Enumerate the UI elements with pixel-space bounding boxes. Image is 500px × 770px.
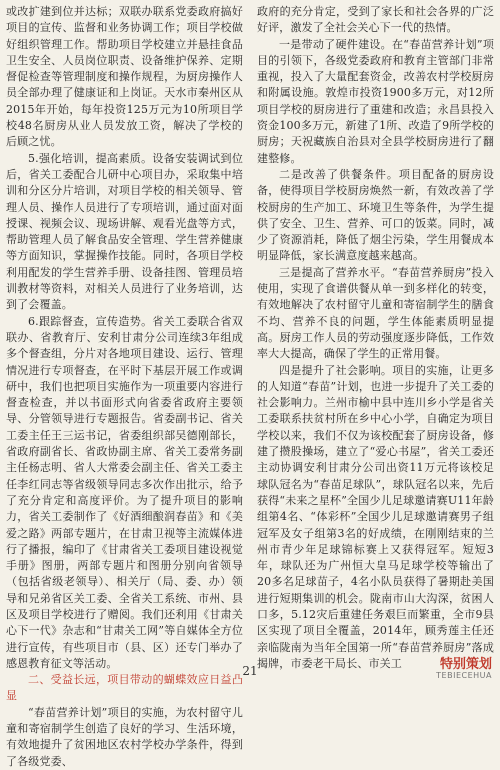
paragraph: 5.强化培训，提高素质。设备安装调试到位后，省关工委配合儿研中心项目办，采取集中培训和分区分片培训，对项目学校的相关领导、管理人员、操作人员进行了专项培训，通过面对面授课、视频会议、现场讲解、观看光盘等方式，帮助管理人员了解食品安全管理、学生营养健康等方面知识，掌握操作技能。同时，各项目学校利用配发的学生营养手册、设备挂图、管理员培训教材等资料，对相关人员进行了业务培训，达到了会覆盖。 [6,151,243,312]
paragraph: 四是提升了社会影响。项目的实施，让更多的人知道“春苗”计划，也进一步提升了关工委的社会影响力。兰州市榆中县中连川乡小学是省关工委联系扶贫村所在乡中心小学，自确定为项目学校以来，我们不仅为该校配套了厨房设备，修建了攒股操场，建立了“爱心书屋”，省关工委还主动协调安利甘肃分公司出资11万元将该校足球队冠名为“春苗足球队”，球队冠名以来，先后获得“未来之星杯”全国少儿足球邀请赛U11年龄组第4名、“体彩杯”全国少儿足球邀请赛男子组冠军及女子组第3名的好成绩，在刚刚结束的兰州市青少年足球锦标赛上又获得冠军。短短3年，球队还为广州恒大皇马足球学校等输出了20多名足球苗子，4名小队员获得了暑期赴美国进行短期集训的机会。陇南市山大沟深，贫困人口多，5.12灾后重建任务艰巨而繁重，全市9县区实现了项目全覆盖，2014年，顾秀莲主任还亲临陇南为当年全国第一所“春苗营养厨房”落成揭牌，市委老干局长、市关工 [257,363,494,670]
brand-title: 特别策划 [439,657,492,672]
paragraph: 或改扩建到位并达标；双联办联系党委政府搞好项目的宣传、监督和业务协调工作；项目学校做好组织管理工作。帮助项目学校建立并悬挂食品卫生安全、人员岗位职责、设备维护保养、定期督促检查等管理制度和操作规程，为厨房操作人员全部办理了健康证和上岗证。天水市秦州区从2015年开始，每年投资125万元为10所项目学校48名厨房从业人员发放工资，解决了学校的后顾之忧。 [6,5,243,149]
paragraph: 一是带动了硬件建设。在“春苗营养计划”项目的引领下，各级党委政府和教育主管部门非常重视，投入了大量配套资金，改善农村学校厨房和附属设施。敦煌市投资1900多万元，对12所项目学校的厨房进行了重建和改造；永昌县投入资金100多万元，新建了1所、改造了9所学校的厨房；天祝藏族自治县对全县学校厨房进行了翻建整修。 [257,37,494,165]
paragraph: 6.跟踪督查，宣传造势。省关工委联合省双联办、省教育厅、安利甘肃分公司连续3年组成多个督查组，分片对各地项目建设、运行、管理情况进行专项督查，在平时下基层开展工作或调研中，我们也把项目实施作为一项重要内容进行督查检查，并以书面形式向省委省政府主要领导、分管领导进行专题报告。省委副书记、省关工委主任王三运书记，省委组织部吴德刚部长，省政府副省长、省政协副主席、省关工委常务副主任杨志明、省人大常委会副主任、省关工委主任李红同志等省级领导同志多次作出批示，给予了充分肯定和高度评价。为了提升项目的影响力，省关工委制作了《好酒细酿润春苗》和《美爱之路》两部专题片，在甘肃卫视等主流媒体进行了播报，编印了《甘肃省关工委项目建设视觉手册》图册，两部专题片和图册分别向省领导（包括省级老领导）、相关厅（局、委、办）领导和兄弟省区关工委、全省关工系统、市州、县区及项目学校进行了赠阅。我们还利用《甘肃关心下一代》杂志和“甘肃关工网”等自媒体全方位进行宣传，有些项目市（县、区）还专门举办了感恩教育征文等活动。 [6,314,243,670]
brand-subtitle: TEBIECEHUA [436,671,492,681]
paragraph: 三是提高了营养水平。“春苗营养厨房”投入使用，实现了食谱供餐从单一到多样化的转变，有效地解决了农村留守儿童和寄宿制学生的膳食不均、营养不良的问题，学生体能素质明显提高。厨房工作人员的劳动强度逐步降低，工作效率大大提高，确保了学生的正常用餐。 [257,265,494,361]
page-number: 21 [242,664,258,678]
section-subheading: 二、受益长远，项目带动的蝴蝶效应日益凸显 [6,673,243,703]
left-column [6,4,243,768]
section-brand [436,658,492,681]
paragraph: 政府的充分肯定，受到了家长和社会各界的广泛好评，激发了全社会关心下一代的热情。 [257,5,494,35]
paragraph: 二是改善了供餐条件。项目配备的厨房设备，使得项目学校厨房焕然一新，有效改善了学校厨房的生产加工、环境卫生等条件，为学生提供了安全、卫生、营养、可口的饭菜。同时，减少了资源消耗，降低了烟尘污染，学生用餐成本明显降低，家长满意度越来越高。 [257,167,494,263]
paragraph: “春苗营养计划”项目的实施，为农村留守儿童和寄宿制学生创造了良好的学习、生活环境，有效地提升了贫困地区农村学校办学条件，得到了各级党委、 [6,705,243,768]
